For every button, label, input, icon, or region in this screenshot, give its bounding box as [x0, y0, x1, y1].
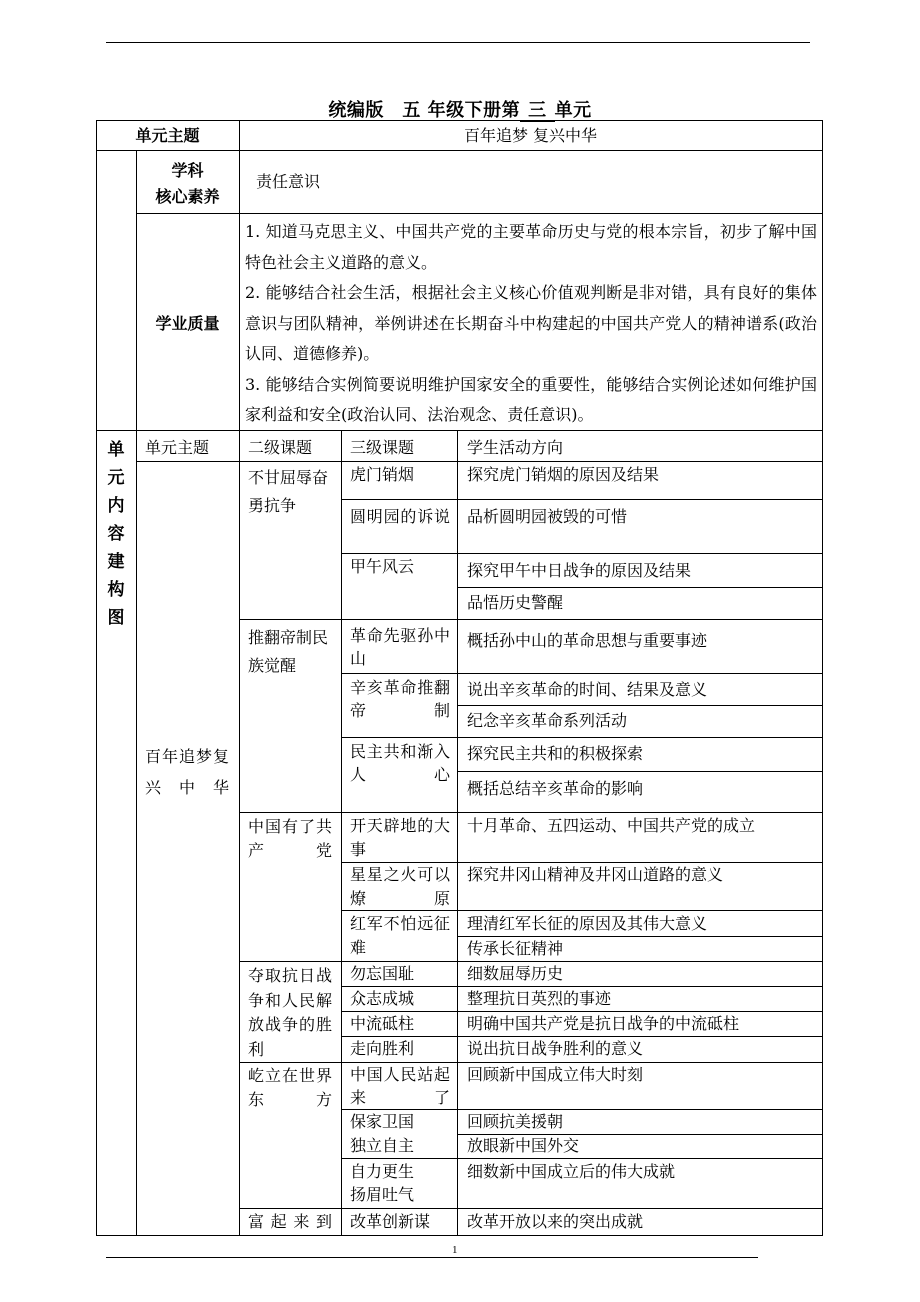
activity: 概括孙中山的革命思想与重要事迹 [467, 631, 708, 650]
activity: 回顾新中国成立伟大时刻 [467, 1065, 644, 1084]
activity: 明确中国共产党是抗日战争的中流砥柱 [467, 1014, 740, 1033]
page-title: 统编版 五 年级下册第 三 单元 [328, 100, 592, 121]
level3-topic: 星星之火可以燎原 [350, 865, 450, 908]
level3-topic: 保家卫国 [350, 1112, 415, 1131]
level3-topic: 众志成城 [350, 989, 415, 1008]
activity: 探究民主共和的积极探索 [467, 744, 644, 763]
col-header-activities: 学生活动方向 [467, 438, 564, 457]
level3-topic: 改革创新谋 [350, 1212, 431, 1231]
core-literacy-value: 责任意识 [256, 172, 321, 191]
activity: 十月革命、五四运动、中国共产党的成立 [467, 816, 756, 835]
level3-topic: 革命先驱孙中山 [350, 626, 450, 668]
level3-topic: 开天辟地的大事 [350, 816, 450, 859]
construct-theme: 百年追梦复兴中华 [145, 747, 229, 797]
activity: 传承长征精神 [467, 939, 564, 958]
level3-topic: 辛亥革命推翻帝制 [350, 678, 450, 720]
level3-topic: 中国人民站起来了 [350, 1065, 450, 1107]
level3-topic: 民主共和渐入人心 [350, 742, 450, 784]
activity: 品悟历史警醒 [467, 593, 564, 612]
footer-rule [106, 1257, 758, 1258]
col-header-theme: 单元主题 [145, 438, 210, 457]
level3-topic: 扬眉吐气 [350, 1185, 415, 1204]
level2-topic: 推翻帝制民族觉醒 [248, 628, 329, 675]
unit-theme-label: 单元主题 [135, 126, 200, 145]
page-number: 1 [452, 1244, 458, 1256]
level3-topic: 自力更生 [350, 1162, 415, 1181]
level2-topic: 中国有了共产党 [248, 817, 332, 860]
activity: 回顾抗美援朝 [467, 1112, 564, 1131]
level3-topic: 勿忘国耻 [350, 964, 415, 983]
activity: 放眼新中国外交 [467, 1136, 580, 1155]
level2-topic: 屹立在世界东方 [248, 1066, 332, 1109]
core-literacy-label: 学科 核心素养 [155, 161, 220, 206]
activity: 整理抗日英烈的事迹 [467, 989, 612, 1008]
activity: 探究甲午中日战争的原因及结果 [467, 561, 692, 580]
level3-topic: 虎门销烟 [350, 465, 415, 484]
col-header-level3: 三级课题 [350, 438, 415, 457]
col-header-level2: 二级课题 [248, 438, 313, 457]
activity: 细数新中国成立后的伟大成就 [467, 1162, 676, 1181]
header-rule [106, 42, 810, 43]
activity: 探究虎门销烟的原因及结果 [467, 465, 660, 484]
activity: 改革开放以来的突出成就 [467, 1212, 644, 1231]
unit-theme-value: 百年追梦 复兴中华 [463, 126, 598, 145]
level3-topic: 圆明园的诉说 [350, 507, 450, 526]
level2-topic: 不甘屈辱奋勇抗争 [248, 468, 329, 515]
activity: 说出抗日战争胜利的意义 [467, 1039, 644, 1058]
activity: 理清红军长征的原因及其伟大意义 [467, 914, 708, 933]
level3-topic: 走向胜利 [350, 1039, 415, 1058]
activity: 说出辛亥革命的时间、结果及意义 [467, 680, 708, 699]
level3-topic: 红军不怕远征难 [350, 914, 450, 957]
level2-topic: 夺取抗日战争和人民解放战争的胜利 [248, 966, 332, 1059]
level3-topic: 中流砥柱 [350, 1014, 415, 1033]
unit-number: 三 [520, 101, 555, 122]
level2-topic: 富起来到 [248, 1212, 332, 1231]
quality-item: 3. 能够结合实例简要说明维护国家安全的重要性，能够结合实例论述如何维护国家利益和安全(政治认同、法治观念、责任意识)。 [245, 374, 817, 424]
academic-quality-list [245, 217, 817, 431]
activity: 探究井冈山精神及井冈山道路的意义 [467, 865, 724, 884]
activity: 细数屈辱历史 [467, 964, 564, 983]
quality-item: 2. 能够结合社会生活，根据社会主义核心价值观判断是非对错，具有良好的集体意识与团队精神，举例讲述在长期奋斗中构建起的中国共产党人的精神谱系(政治认同、道德修养)。 [245, 283, 817, 363]
level3-topic: 独立自主 [350, 1136, 415, 1155]
unit-content-map-label: 单 元 内 容 建 构 图 [107, 440, 125, 628]
activity: 纪念辛亥革命系列活动 [467, 711, 628, 730]
level3-topic: 甲午风云 [350, 557, 415, 576]
activity: 品析圆明园被毁的可惜 [467, 507, 628, 526]
quality-item: 1. 知道马克思主义、中国共产党的主要革命历史与党的根本宗旨，初步了解中国特色社会主义道路的意义。 [245, 222, 817, 272]
activity: 概括总结辛亥革命的影响 [467, 779, 644, 798]
academic-quality-label: 学业质量 [155, 314, 220, 333]
